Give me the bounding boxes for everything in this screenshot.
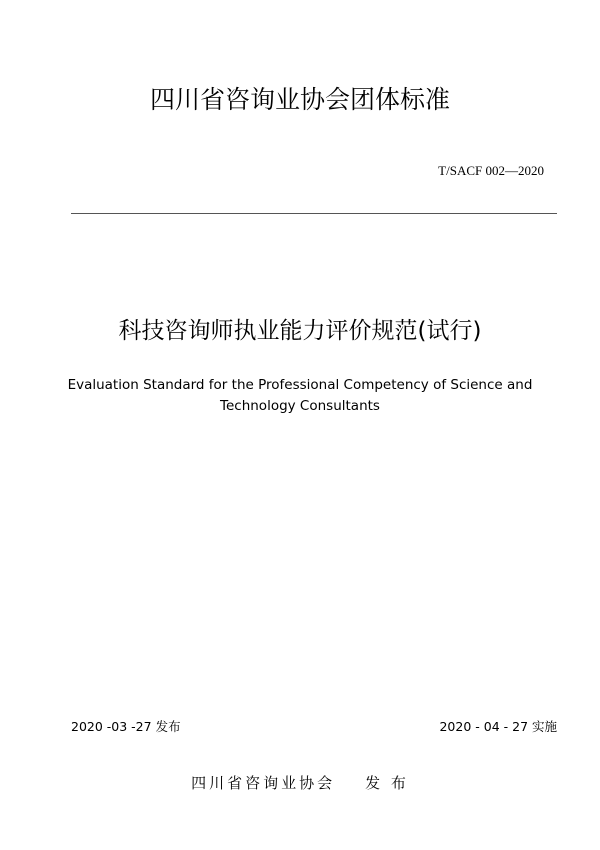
publisher-name: 四川省咨询业协会 <box>191 774 336 792</box>
organization-standard-header: 四川省咨询业协会团体标准 <box>149 85 450 114</box>
document-title-english <box>40 375 560 417</box>
document-title-chinese: 科技咨询师执业能力评价规范(试行) <box>118 318 482 344</box>
effective-date: 2020 - 04 - 27 实施 <box>439 719 557 734</box>
document-title-english-line1: Evaluation Standard for the Professional Competency of Science and <box>67 377 533 393</box>
standard-code: T/SACF 002—2020 <box>438 163 544 178</box>
document-title-english-line2: Technology Consultants <box>220 398 380 414</box>
publish-action: 发 布 <box>365 774 409 792</box>
issue-date: 2020 -03 -27 发布 <box>71 719 181 734</box>
header-divider <box>71 213 557 214</box>
publisher-line <box>0 773 600 793</box>
